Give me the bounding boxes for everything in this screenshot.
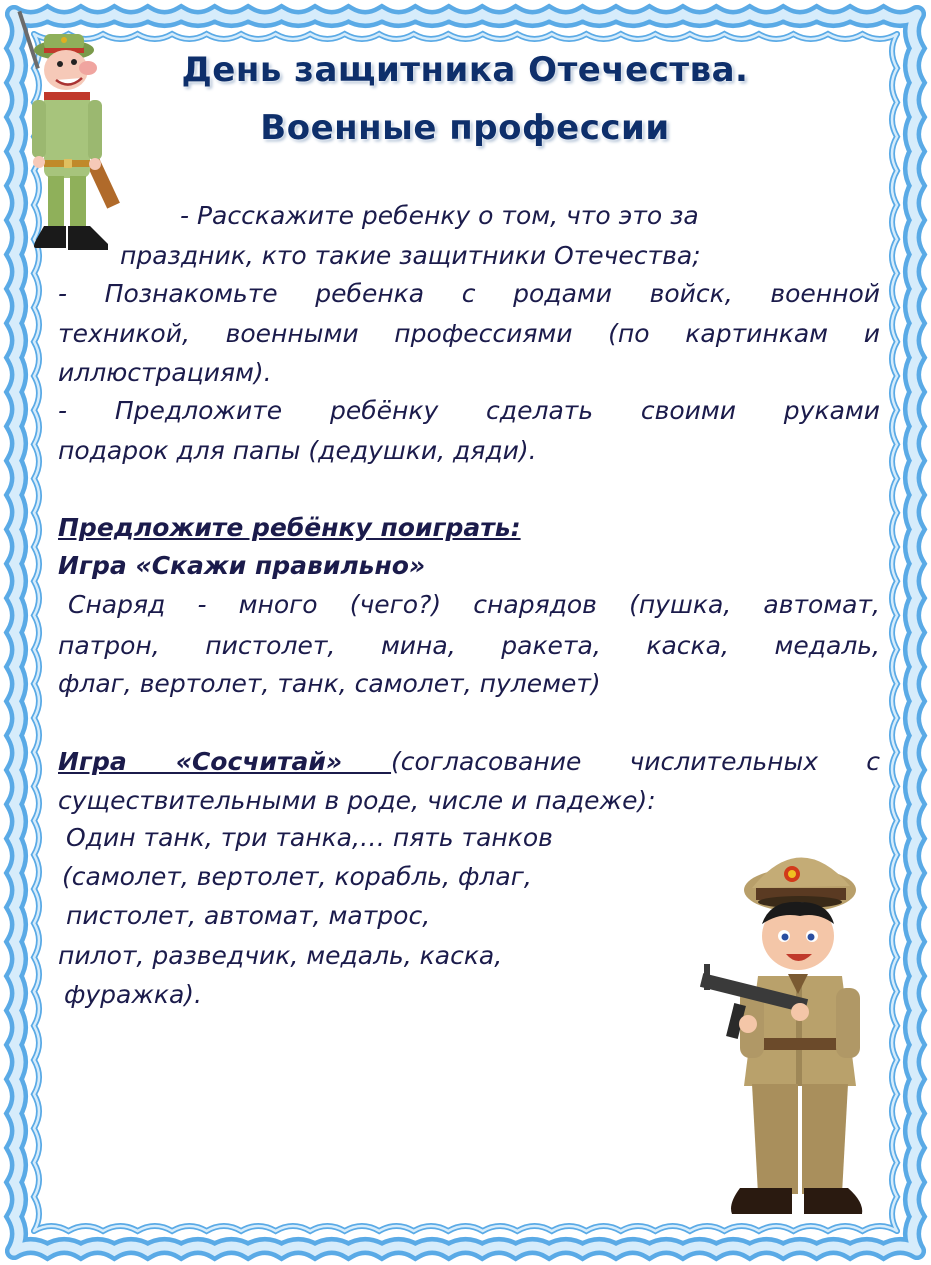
intro-line-4: техникой, военными профессиями (по картинкам и (58, 319, 880, 348)
intro-line-1: - Расскажите ребенку о том, что это за (180, 201, 699, 230)
game2-title: Игра «Сосчитай» (58, 747, 392, 776)
game2-line-2: (самолет, вертолет, корабль, флаг, (62, 862, 532, 891)
game2-desc-2: существительными в роде, числе и падеже): (58, 786, 656, 815)
page-title-line1: День защитника Отечества. (181, 50, 749, 90)
cartoon-soldier-icon (14, 8, 132, 266)
game2-desc-1: (согласование числительных с (391, 747, 880, 776)
game1-title: Игра «Скажи правильно» (58, 551, 426, 580)
game2-title-line (58, 746, 880, 778)
intro-line-2: праздник, кто такие защитники Отечества; (120, 241, 701, 270)
boy-soldier-icon (700, 838, 890, 1228)
play-heading: Предложите ребёнку поиграть: (58, 513, 521, 542)
game2-line-1: Один танк, три танка,… пять танков (66, 823, 553, 852)
frame-wave (14, 14, 917, 19)
frame-wave (912, 14, 917, 1251)
game1-line-2: патрон, пистолет, мина, ракета, каска, медаль, (58, 631, 880, 660)
intro-line-7: подарок для папы (дедушки, дяди). (58, 436, 537, 465)
frame-wave (14, 1246, 917, 1251)
game1-line-3: флаг, вертолет, танк, самолет, пулемет) (58, 669, 601, 698)
page-title-line2: Военные профессии (260, 108, 670, 148)
intro-line-6: - Предложите ребёнку сделать своими руками (58, 396, 880, 425)
game2-line-5: фуражка). (64, 980, 203, 1009)
game1-line-1: Снаряд - много (чего?) снарядов (пушка, автомат, (68, 590, 880, 619)
intro-line-3: - Познакомьте ребенка с родами войск, военной (58, 279, 880, 308)
game2-line-3: пистолет, автомат, матрос, (66, 901, 431, 930)
intro-line-5: иллюстрациям). (58, 358, 272, 387)
game2-line-4: пилот, разведчик, медаль, каска, (58, 941, 503, 970)
